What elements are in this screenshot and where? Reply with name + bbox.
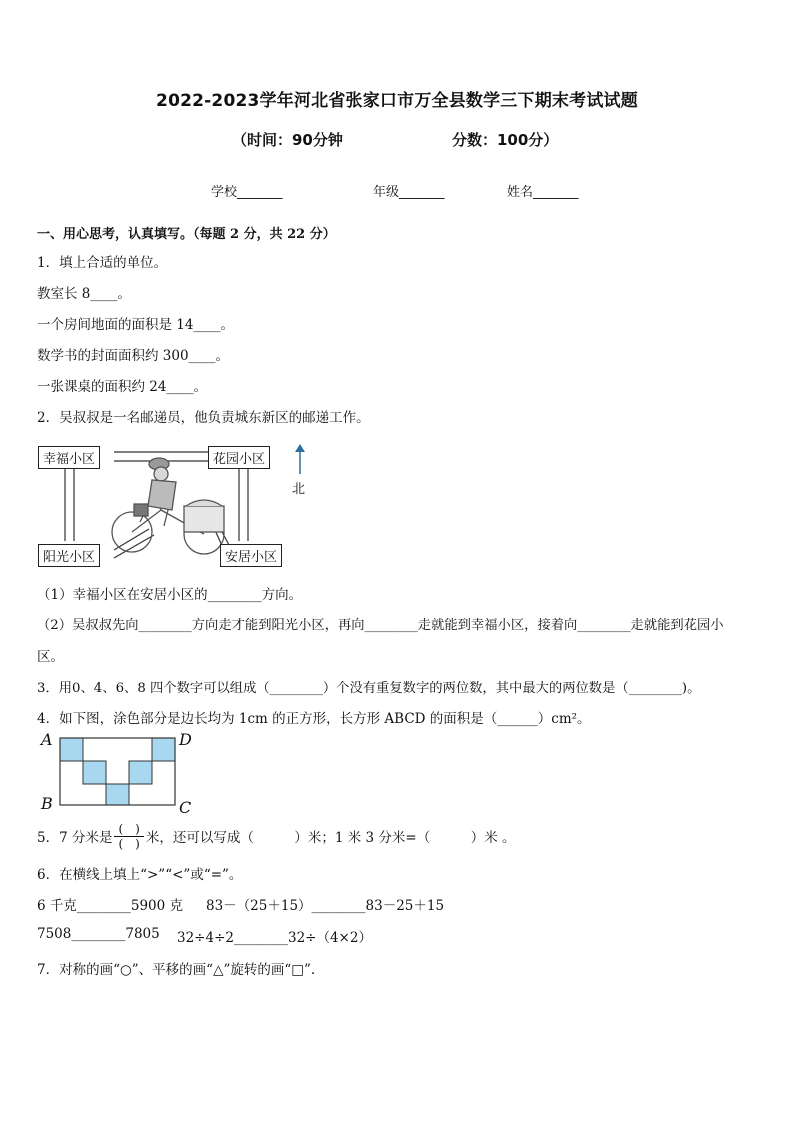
vertex-d-label: D (179, 730, 192, 749)
vertex-a-label: A (41, 730, 53, 749)
q6-item: 7508________7805 (37, 926, 160, 942)
page-title: 2022-2023学年河北省张家口市万全县数学三下期末考试试题 (156, 91, 638, 111)
section-heading: 一、用心思考，认真填写。（每题 2 分，共 22 分） (37, 227, 336, 242)
q7: 7．对称的画“○”、平移的画“△”旋转的画“□”. (37, 962, 316, 978)
q5-frac-numerator: ( ) (114, 822, 143, 837)
q5-fraction (114, 822, 143, 851)
q5-prefix: 5．7 分米是 (37, 830, 113, 846)
map-figure (36, 440, 326, 575)
map-label-ne: 花园小区 (208, 446, 270, 469)
q1-item: 数学书的封面面积约 300____。 (37, 348, 230, 364)
map-label-se: 安居小区 (220, 544, 282, 567)
q2-part2-cont: 区。 (37, 649, 64, 665)
exam-score: 分数：100分） (452, 131, 559, 149)
vertex-b-label: B (41, 794, 53, 813)
q5-suffix: 米，还可以写成（ ）米；1 米 3 分米=（ ）米 。 (145, 830, 516, 846)
grade-field: 年级_______ (373, 185, 445, 200)
map-label-sw: 阳光小区 (38, 544, 100, 567)
name-field: 姓名_______ (507, 185, 579, 200)
map-label-nw: 幸福小区 (38, 446, 100, 469)
q3: 3．用0、4、6、8 四个数字可以组成（________）个没有重复数字的两位数，其中最大的两位数是（________)。 (37, 681, 701, 696)
q4-stem: 4．如下图，涂色部分是边长均为 1cm 的正方形，长方形 ABCD 的面积是（______）cm²。 (37, 711, 591, 727)
exam-time: （时间：90分钟 (232, 131, 343, 149)
q1-item: 一张课桌的面积约 24____。 (37, 379, 207, 395)
q1-item: 一个房间地面的面积是 14____。 (37, 317, 234, 333)
q6-item: 83－（25＋15）________83－25＋15 (206, 898, 445, 914)
school-field: 学校_______ (211, 185, 283, 200)
postman-bicycle-icon (112, 458, 224, 554)
q6-item: 6 千克________5900 克 (37, 898, 184, 914)
q6-stem: 6．在横线上填上“>”“<”或“=”。 (37, 867, 243, 883)
q2-part1: （1）幸福小区在安居小区的________方向。 (37, 587, 303, 603)
rectangle-figure (36, 730, 206, 818)
q1-stem: 1．填上合适的单位。 (37, 255, 168, 271)
q2-stem: 2．吴叔叔是一名邮递员，他负责城东新区的邮递工作。 (37, 410, 370, 426)
north-label: 北 (292, 482, 306, 497)
vertex-c-label: C (179, 798, 192, 817)
q5-frac-denominator: ( ) (118, 836, 140, 851)
q2-part2: （2）吴叔叔先向________方向走才能到阳光小区，再向________走就能到幸福小区，接着向________走就能到花园小 (37, 618, 724, 633)
q1-item: 教室长 8____。 (37, 286, 131, 302)
q6-item: 32÷4÷2________32÷（4×2） (177, 930, 372, 946)
q5 (37, 820, 516, 852)
north-arrow-icon (294, 444, 306, 474)
